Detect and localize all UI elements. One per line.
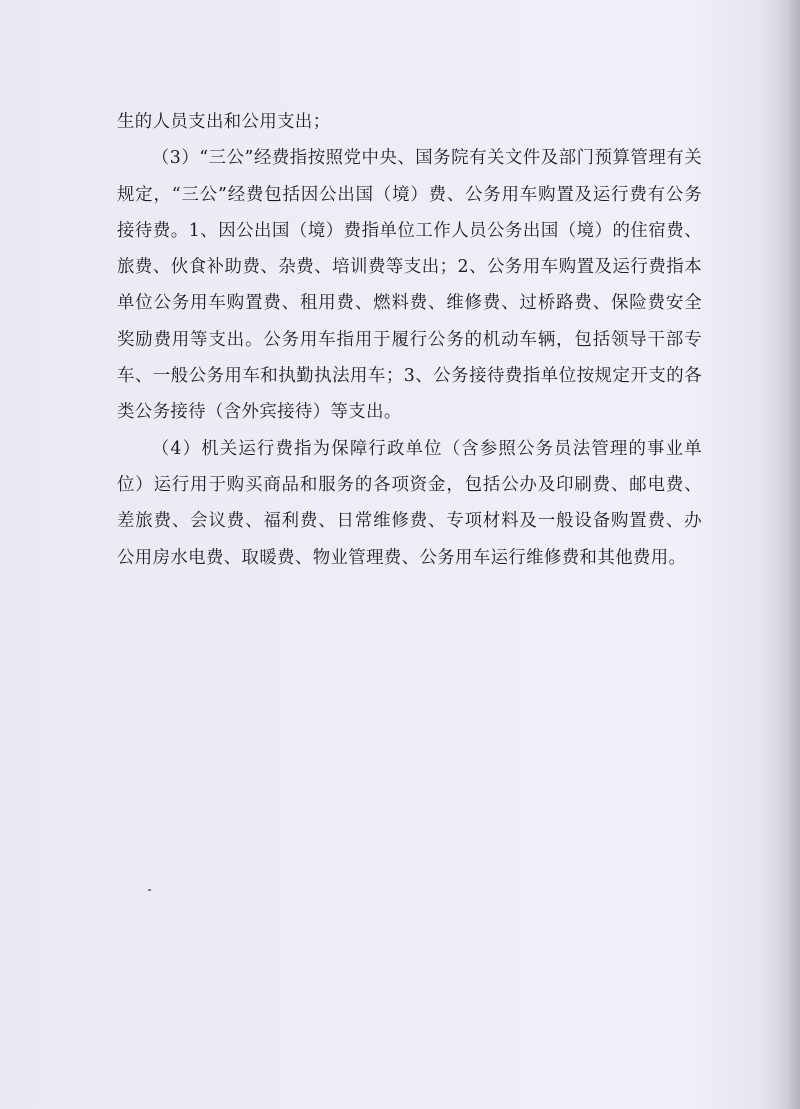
scan-speck bbox=[148, 889, 151, 891]
paragraph-continuation: 生的人员支出和公用支出； bbox=[117, 112, 331, 132]
scan-edge-shadow bbox=[758, 0, 800, 1109]
document-body bbox=[117, 104, 702, 576]
paragraph-sangong-expenses: （3）“三公”经费指按照党中央、国务院有关文件及部门预算管理有关规定，“三公”经费包括因公出国（境）费、公务用车购置及运行费有公务接待费。1、因公出国（境）费指单位工作人员公务出国（境）的住宿费、旅费、伙食补助费、杂费、培训费等支出；2、公务用车购置及运行费指本单位公务用车购置费、租用费、燃料费、维修费、过桥路费、保险费安全奖励费用等支出。公务用车指用于履行公务的机动车辆，包括领导干部专车、一般公务用车和执勤执法用车；3、公务接待费指单位按规定开支的各类公务接待（含外宾接待）等支出。 bbox=[117, 148, 702, 423]
paragraph-operating-expenses: （4）机关运行费指为保障行政单位（含参照公务员法管理的事业单位）运行用于购买商品和服务的各项资金，包括公办及印刷费、邮电费、差旅费、会议费、福利费、日常维修费、专项材料及一般设备购置费、办公用房水电费、取暖费、物业管理费、公务用车运行维修费和其他费用。 bbox=[117, 438, 702, 568]
